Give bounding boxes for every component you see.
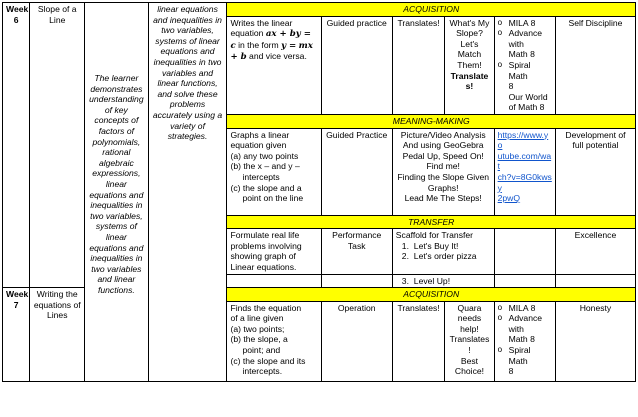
title-acq1: What's My Slope? Let's Match Them! Translate s! <box>445 16 494 114</box>
week-6-topic: Slope of a Line <box>30 3 85 288</box>
meaning-making-header: MEANING-MAKING <box>227 114 636 128</box>
assessment-tr1: Performance Task <box>321 229 392 274</box>
value-acq2: Honesty <box>555 301 635 381</box>
activity-acq1: Translates! <box>392 16 445 114</box>
week-6-label: Week 6 <box>3 3 30 288</box>
assessment-acq1: Guided practice <box>321 16 392 114</box>
assessment-mm1: Guided Practice <box>321 128 392 215</box>
activity-mm1: Picture/Video Analysis And using GeoGebra Pedal Up, Speed On! Find me! Finding the Slope Given Graphs! Lead Me The Steps! <box>392 128 494 215</box>
activity-tr1: Scaffold for Transfer 1. Let's Buy It! 2. Let's order pizza <box>392 229 494 274</box>
value-tr1: Excellence <box>555 229 635 274</box>
resources-acq2: o MILA 8 o Advance with Math 8 o Spiral Math 8 <box>494 301 555 381</box>
acquisition-header-1: ACQUISITION <box>227 3 636 17</box>
competency-mm1: Graphs a linear equation given (a) any two points (b) the x – and y – intercepts (c) the slope and a point on the line <box>227 128 321 215</box>
competency-tr1: Formulate real life problems involving showing graph of Linear equations. <box>227 229 321 274</box>
value-acq1: Self Discipline <box>555 16 635 114</box>
acquisition-header-2: ACQUISITION <box>227 288 636 302</box>
week-7-label: Week 7 <box>3 288 30 382</box>
value-mm1: Development of full potential <box>555 128 635 215</box>
activity-acq2: Translates! <box>392 301 445 381</box>
resources-tr1 <box>494 229 555 274</box>
resource-item: o Advance <box>498 313 552 324</box>
content-standard: The learner demonstrates understanding of key concepts of factors of polynomials, rational algebraic expressions, linear equations and inequalities in two variables, systems of linear equations and inequalities in two variables and linear functions. <box>85 3 149 382</box>
lesson-plan-table <box>2 2 636 382</box>
assessment-acq2: Operation <box>321 301 392 381</box>
resource-item: o Spiral Math <box>498 60 552 81</box>
resources-acq1: o MILA 8 o Advance with Math 8 o Spiral Math 8 Our World of Math 8 <box>494 16 555 114</box>
resource-item: o MILA 8 <box>498 18 552 29</box>
resource-item: o MILA 8 <box>498 303 552 314</box>
activity-tr1-item3: 3. Level Up! <box>392 274 494 288</box>
resource-item: o Spiral Math <box>498 345 552 366</box>
resource-item: o Advance <box>498 28 552 39</box>
competency-acq1: Writes the linear equation ax + by = c in the form y = mx + b and vice versa. <box>227 16 321 114</box>
week-7-topic: Writing the equations of Lines <box>30 288 85 382</box>
resource-link-mm1[interactable]: https://www.yo utube.com/wat ch?v=8G0kwsy 2pwQ <box>494 128 555 215</box>
title-acq2: Quara needs help! Translates ! Best Choice! <box>445 301 494 381</box>
transfer-header: TRANSFER <box>227 215 636 229</box>
performance-standard: linear equations and inequalities in two variables, systems of linear equations and inequalities in two variables and linear functions, and solve these problems accurately using a variety of strategies. <box>148 3 227 382</box>
competency-acq2: Finds the equation of a line given (a) two points; (b) the slope, a point; and (c) the slope and its intercepts. <box>227 301 321 381</box>
